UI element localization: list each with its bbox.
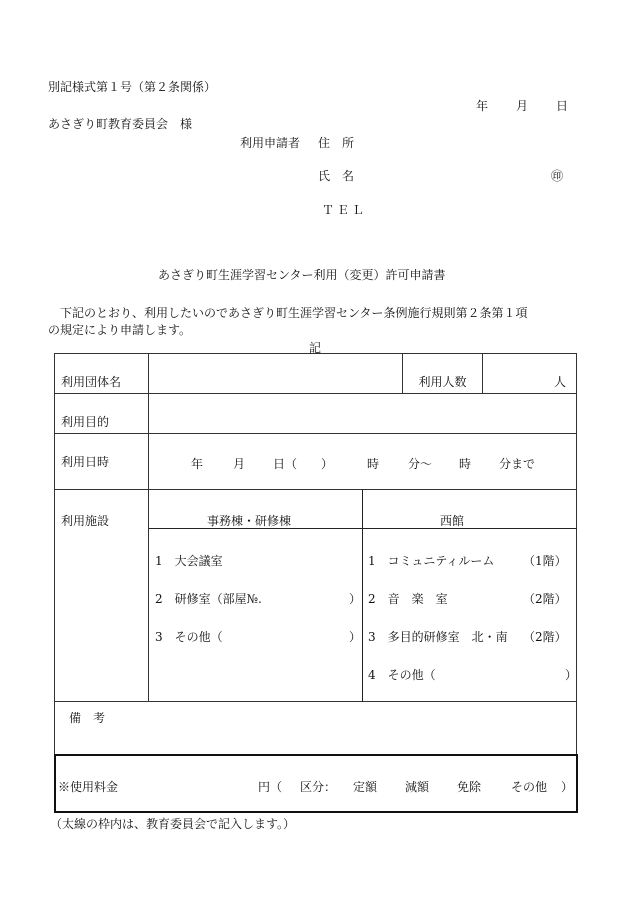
remarks-label: 備 考 — [69, 711, 106, 725]
dt-year: 年 — [191, 457, 204, 471]
dt-day: 日（ ） — [273, 457, 334, 471]
body-line-1: 下記のとおり、利用したいのであさぎり町生涯学習センター条例施行規則第２条第１項 — [60, 306, 528, 320]
dt-month: 月 — [233, 457, 246, 471]
east-item-2-close: ） — [349, 592, 362, 606]
east-item-2[interactable]: 2 研修室（部屋№. — [155, 592, 262, 606]
remarks-cell[interactable] — [55, 702, 577, 755]
fee-exempt[interactable]: 免除 — [457, 780, 482, 794]
fee-box — [54, 754, 578, 813]
east-item-1[interactable]: 1 大会議室 — [155, 554, 223, 568]
fee-reduced[interactable]: 減額 — [405, 780, 430, 794]
east-item-3[interactable]: 3 その他（ — [155, 630, 223, 644]
dt-hour-end: 時 — [459, 457, 472, 471]
users-label: 利用人数 — [403, 354, 483, 394]
west-header: 西館 — [440, 514, 465, 528]
east-item-3-close: ） — [349, 630, 362, 644]
west-item-1-floor: （1階） — [523, 554, 567, 568]
fee-fixed[interactable]: 定額 — [353, 780, 378, 794]
fee-kubun: 区分： — [300, 780, 337, 794]
west-item-1[interactable]: 1 コミュニティルーム — [368, 554, 495, 568]
date-month: 月 — [516, 99, 529, 113]
purpose-label: 利用目的 — [55, 394, 149, 434]
tel-label: ＴＥＬ — [322, 203, 368, 217]
datetime-field[interactable] — [149, 434, 577, 490]
users-unit: 人 — [553, 375, 566, 389]
fee-close: ） — [561, 780, 574, 794]
dt-min-end: 分まで — [499, 457, 536, 471]
applicant-label: 利用申請者 — [240, 136, 301, 150]
date-day: 日 — [556, 99, 569, 113]
date-year: 年 — [476, 99, 489, 113]
fee-yen: 円（ — [258, 780, 283, 794]
footer-note: （太線の枠内は、教育委員会で記入します。） — [50, 817, 296, 831]
address-label: 住 所 — [318, 136, 355, 150]
east-header: 事務棟・研修棟 — [207, 514, 292, 528]
facility-label: 利用施設 — [55, 490, 149, 702]
form-number: 別記様式第１号（第２条関係） — [48, 80, 217, 94]
ki-mark: 記 — [309, 341, 322, 355]
users-field[interactable] — [483, 354, 577, 394]
west-item-2[interactable]: 2 音 楽 室 — [368, 592, 448, 606]
org-name-label: 利用団体名 — [55, 354, 149, 394]
purpose-field[interactable] — [149, 394, 577, 434]
document-title: あさぎり町生涯学習センター利用（変更）許可申請書 — [158, 268, 446, 282]
dt-min-start: 分～ — [408, 457, 433, 471]
west-item-4[interactable]: 4 その他（ — [368, 668, 436, 682]
datetime-label: 利用日時 — [55, 434, 149, 490]
west-item-4-close: ） — [565, 668, 578, 682]
seal-mark: ㊞ — [551, 169, 564, 183]
west-item-3-floor: （2階） — [523, 630, 567, 644]
facility-cell — [149, 490, 577, 702]
west-item-3[interactable]: 3 多目的研修室 北・南 — [368, 630, 508, 644]
fee-other[interactable]: その他 — [511, 780, 548, 794]
name-label: 氏 名 — [318, 169, 355, 183]
addressee: あさぎり町教育委員会 様 — [48, 117, 193, 131]
dt-hour-start: 時 — [367, 457, 380, 471]
body-line-2: の規定により申請します。 — [48, 323, 192, 337]
fee-label: ※使用料金 — [58, 780, 119, 794]
west-item-2-floor: （2階） — [523, 592, 567, 606]
org-name-field[interactable] — [149, 354, 403, 394]
application-table — [54, 353, 577, 755]
